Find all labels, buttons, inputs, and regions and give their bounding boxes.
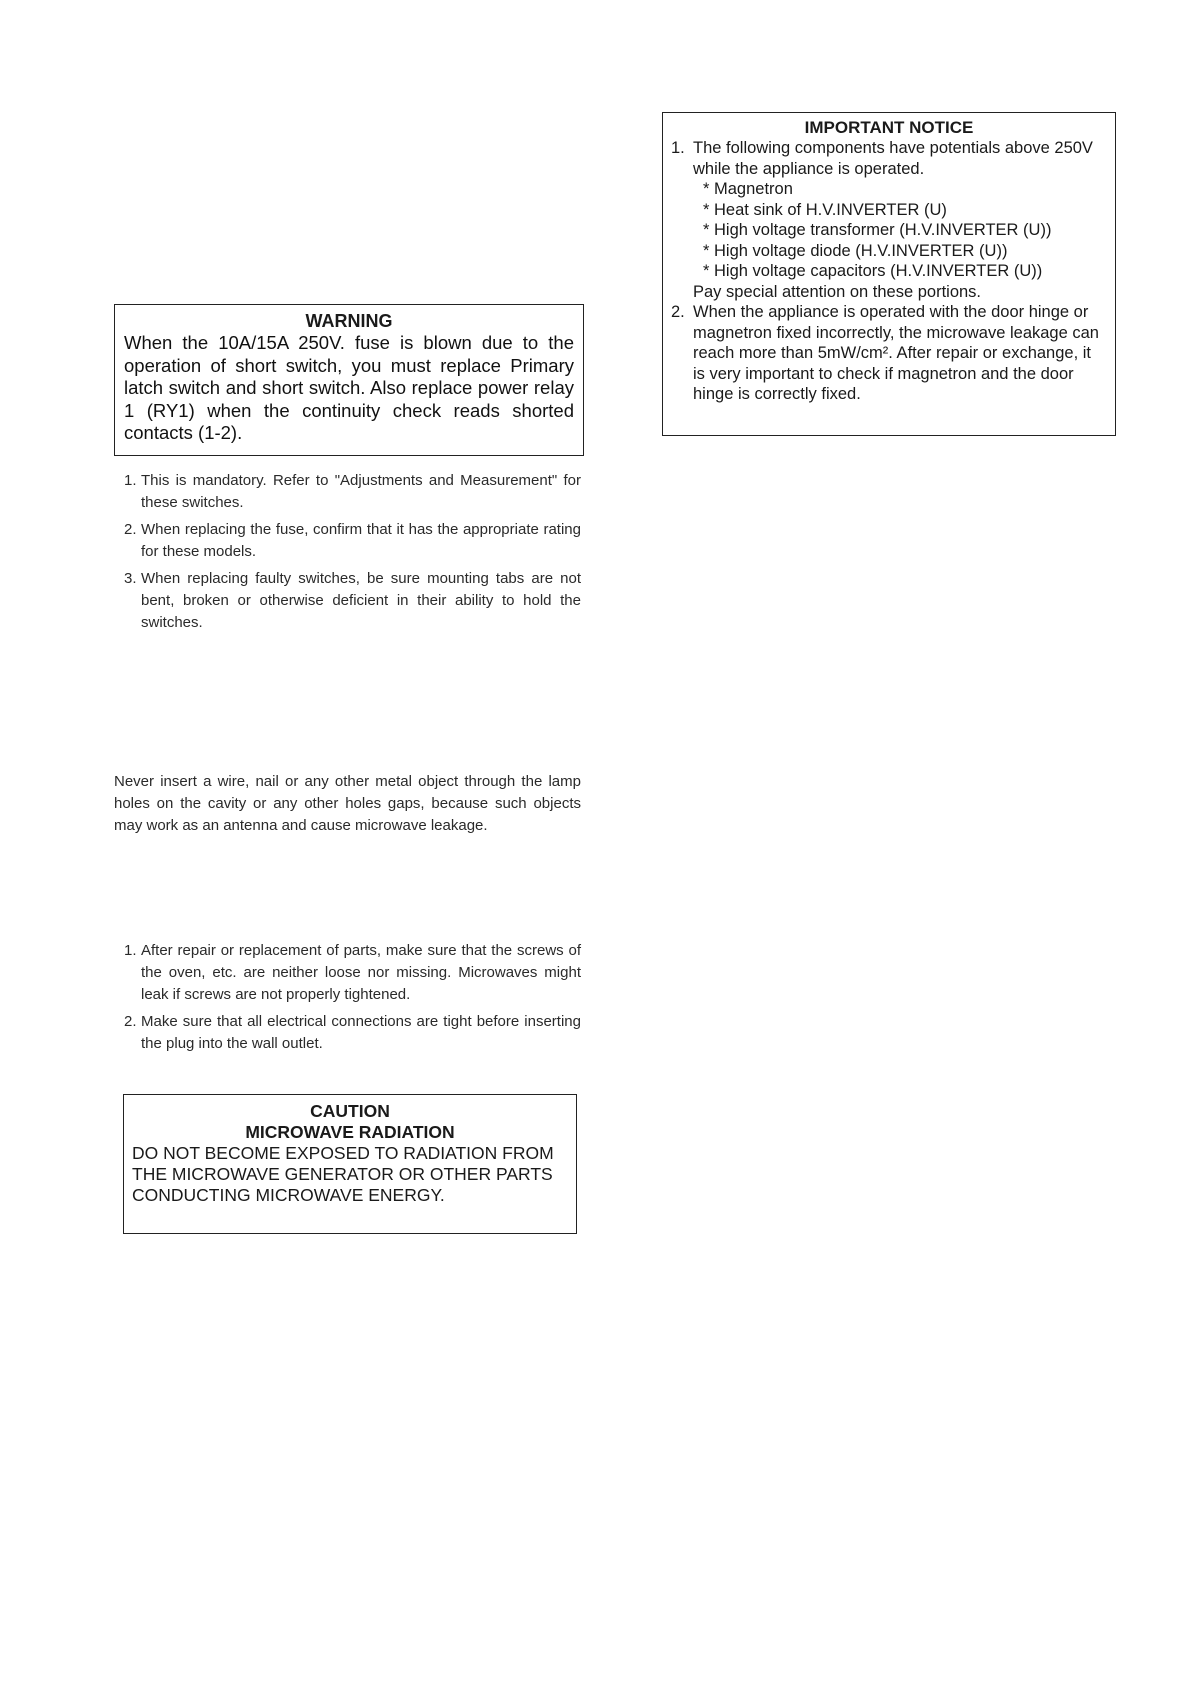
important-notice-box [662,112,1116,436]
item-text: After repair or replacement of parts, make sure that the screws of the oven, etc. are neither loose nor missing. Microwaves might leak if screws are not properly tightened. [141,942,581,1003]
caution-subtitle: MICROWAVE RADIATION [245,1122,455,1142]
fuse-switch-instructions [124,470,581,639]
notice-item-2 [671,302,1107,405]
component-item: * High voltage diode (H.V.INVERTER (U)) [703,241,1008,260]
caution-box [123,1094,577,1234]
notice-item-1-text: The following components have potentials above 250V while the appliance is operated. [693,139,1093,178]
component-item: * High voltage transformer (H.V.INVERTER (U)) [703,221,1052,239]
list-item [124,940,581,1006]
item-text: When replacing the fuse, confirm that it has the appropriate rating for these models. [141,521,581,560]
component-item: * Magnetron [703,180,793,198]
notice-item-1-tail: Pay special attention on these portions. [693,282,982,301]
item-number: 1. [124,472,137,489]
item-number: 2. [124,1013,137,1030]
notice-list [671,138,1107,405]
item-text: Make sure that all electrical connections are tight before inserting the plug into the wall outlet. [141,1013,581,1052]
item-number: 1. [124,942,137,959]
repair-instructions [124,940,581,1060]
list-item [124,470,581,514]
list-item [124,568,581,634]
item-number: 2. [124,521,137,538]
component-item: * Heat sink of H.V.INVERTER (U) [703,200,947,219]
warning-box [114,304,584,456]
list-item [124,1011,581,1055]
component-item: * High voltage capacitors (H.V.INVERTER (U)) [703,262,1043,280]
notice-item-1 [671,138,1107,302]
item-text: When replacing faulty switches, be sure mounting tabs are not bent, broken or otherwise deficient in their ability to hold the switches. [141,570,581,631]
item-number: 2. [671,303,685,321]
caution-title: CAUTION [310,1101,390,1121]
item-text: This is mandatory. Refer to "Adjustments and Measurement" for these switches. [141,472,581,511]
metal-object-warning-paragraph: Never insert a wire, nail or any other metal object through the lamp holes on the cavity or any other holes gaps, because such objects may work as an antenna and cause microwave leakage. [114,773,581,834]
warning-body: When the 10A/15A 250V. fuse is blown due to the operation of short switch, you must replace Primary latch switch and short switch. Also replace power relay 1 (RY1) when the continuity check reads shorted contacts (1-2). [124,332,574,443]
item-number: 1. [671,139,685,157]
components-list [693,179,1107,282]
notice-title: IMPORTANT NOTICE [804,118,974,137]
warning-title: WARNING [305,311,393,331]
item-number: 3. [124,570,137,587]
caution-body: DO NOT BECOME EXPOSED TO RADIATION FROM THE MICROWAVE GENERATOR OR OTHER PARTS CONDUCTING MICROWAVE ENERGY. [132,1143,554,1205]
notice-item-2-text: When the appliance is operated with the door hinge or magnetron fixed incorrectly, the microwave leakage can reach more than 5mW/cm². After repair or exchange, it is very important to check if magnetron and the door hinge is correctly fixed. [693,303,1099,403]
list-item [124,519,581,563]
